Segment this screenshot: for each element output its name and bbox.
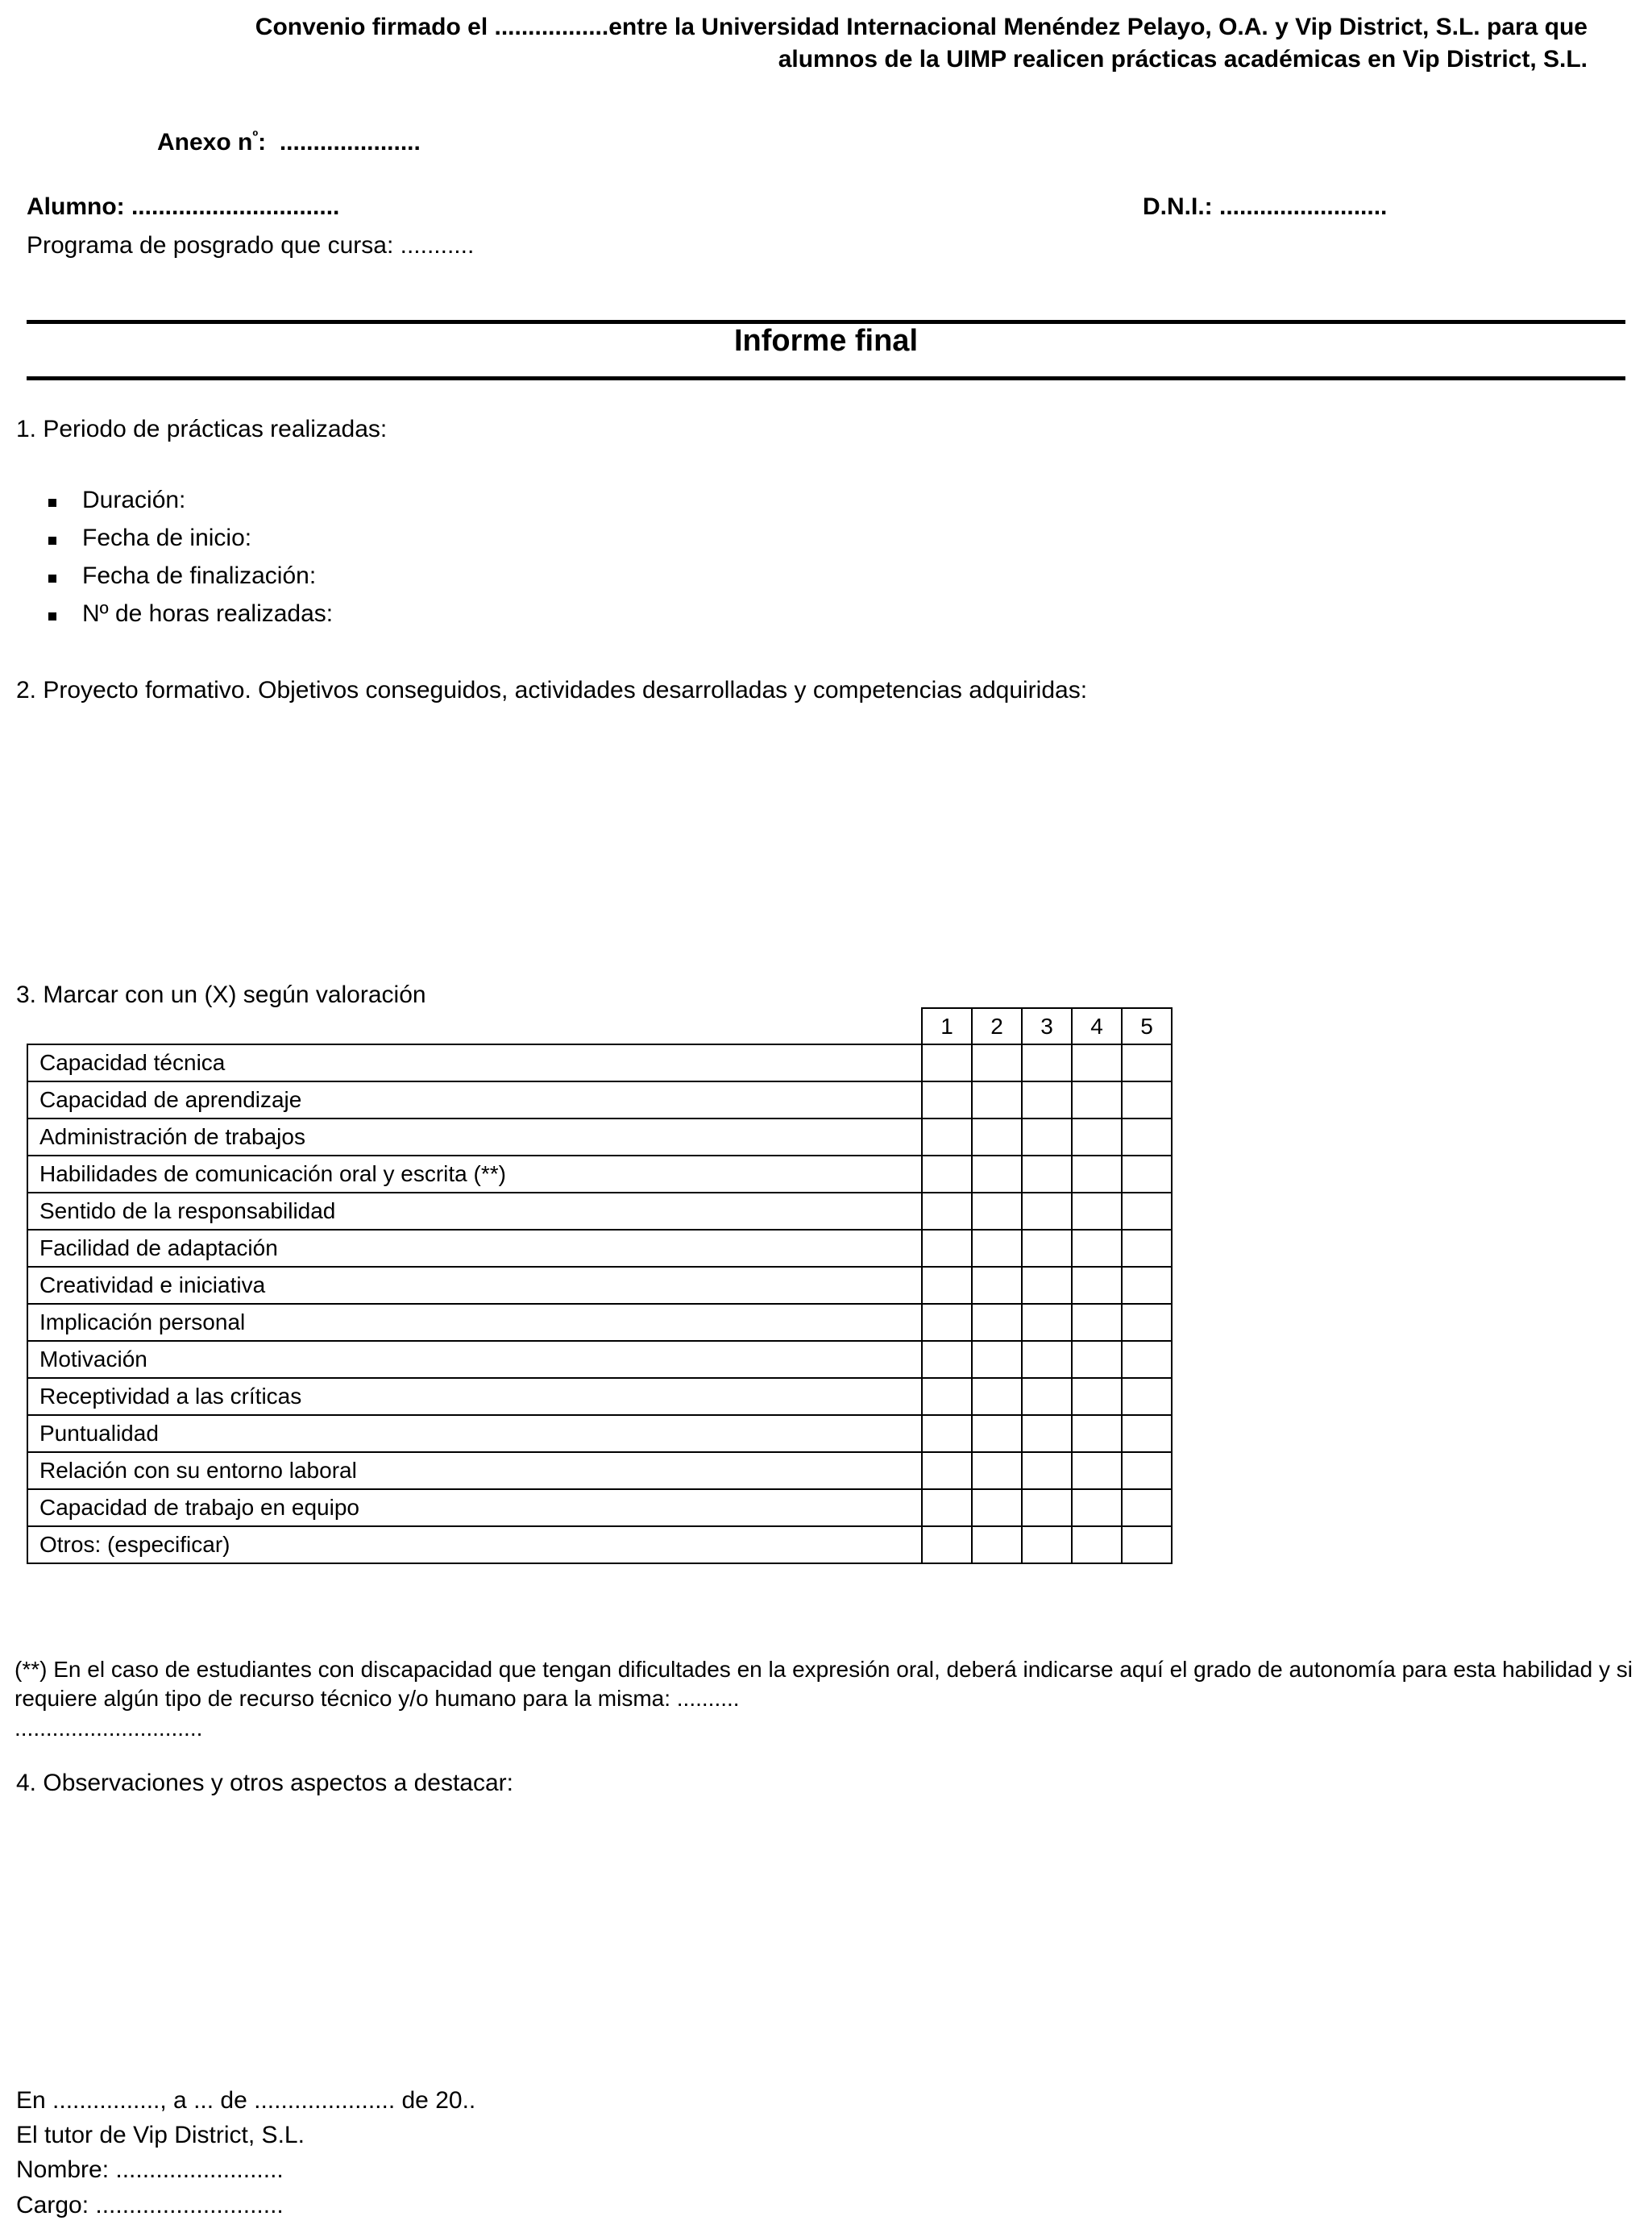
rating-cell-3[interactable] bbox=[1022, 1341, 1072, 1378]
rating-cell-3[interactable] bbox=[1022, 1230, 1072, 1267]
column-header-4: 4 bbox=[1072, 1008, 1122, 1044]
rating-cell-1[interactable] bbox=[922, 1526, 972, 1563]
criterion-label: Creatividad e iniciativa bbox=[27, 1267, 922, 1304]
rating-cell-1[interactable] bbox=[922, 1415, 972, 1452]
rating-cell-4[interactable] bbox=[1072, 1193, 1122, 1230]
rating-cell-1[interactable] bbox=[922, 1304, 972, 1341]
criterion-label: Implicación personal bbox=[27, 1304, 922, 1341]
rating-cell-4[interactable] bbox=[1072, 1526, 1122, 1563]
table-row bbox=[27, 1230, 1172, 1267]
rating-cell-1[interactable] bbox=[922, 1489, 972, 1526]
rating-cell-5[interactable] bbox=[1122, 1489, 1172, 1526]
rating-cell-5[interactable] bbox=[1122, 1081, 1172, 1118]
rating-cell-4[interactable] bbox=[1072, 1230, 1122, 1267]
rating-cell-3[interactable] bbox=[1022, 1267, 1072, 1304]
list-item-label: Fecha de inicio: bbox=[82, 525, 252, 551]
rating-cell-4[interactable] bbox=[1072, 1081, 1122, 1118]
column-header-1: 1 bbox=[922, 1008, 972, 1044]
criterion-label: Capacidad de aprendizaje bbox=[27, 1081, 922, 1118]
period-bullet-list bbox=[48, 488, 333, 640]
title-rule-bottom bbox=[27, 376, 1625, 380]
table-row bbox=[27, 1452, 1172, 1489]
signature-block bbox=[16, 2083, 475, 2222]
anexo-field bbox=[157, 129, 421, 156]
table-row bbox=[27, 1341, 1172, 1378]
rating-cell-4[interactable] bbox=[1072, 1156, 1122, 1193]
square-bullet-icon bbox=[48, 575, 56, 583]
rating-cell-3[interactable] bbox=[1022, 1304, 1072, 1341]
list-item bbox=[48, 602, 333, 640]
rating-cell-2[interactable] bbox=[972, 1044, 1022, 1081]
footnote-line-1: (**) En el caso de estudiantes con discapacidad que tengan dificultades en la expresión oral, deberá indicarse aquí el grado de bbox=[15, 1657, 1283, 1682]
rating-cell-4[interactable] bbox=[1072, 1341, 1122, 1378]
rating-table-body bbox=[27, 1044, 1172, 1563]
section-4-heading: 4. Observaciones y otros aspectos a destacar: bbox=[16, 1770, 513, 1796]
rating-cell-3[interactable] bbox=[1022, 1156, 1072, 1193]
rating-cell-1[interactable] bbox=[922, 1452, 972, 1489]
cargo-line: Cargo: ............................ bbox=[16, 2191, 284, 2218]
table-row bbox=[27, 1378, 1172, 1415]
anexo-value: : ..................... bbox=[258, 129, 421, 156]
rating-cell-1[interactable] bbox=[922, 1156, 972, 1193]
column-header-5: 5 bbox=[1122, 1008, 1172, 1044]
rating-cell-3[interactable] bbox=[1022, 1044, 1072, 1081]
table-header-row bbox=[27, 1008, 1172, 1044]
list-item bbox=[48, 564, 333, 602]
table-row bbox=[27, 1193, 1172, 1230]
table-corner-cell bbox=[27, 1008, 922, 1044]
criterion-label: Capacidad de trabajo en equipo bbox=[27, 1489, 922, 1526]
list-item-label: Duración: bbox=[82, 487, 186, 513]
rating-cell-2[interactable] bbox=[972, 1156, 1022, 1193]
criterion-label: Receptividad a las críticas bbox=[27, 1378, 922, 1415]
section-1-heading: 1. Periodo de prácticas realizadas: bbox=[16, 416, 388, 442]
rating-cell-2[interactable] bbox=[972, 1304, 1022, 1341]
table-row bbox=[27, 1118, 1172, 1156]
rating-cell-1[interactable] bbox=[922, 1378, 972, 1415]
rating-cell-3[interactable] bbox=[1022, 1452, 1072, 1489]
rating-cell-1[interactable] bbox=[922, 1081, 972, 1118]
section-2-heading: 2. Proyecto formativo. Objetivos conseguidos, actividades desarrolladas y competencias adquiridas: bbox=[16, 677, 1088, 703]
square-bullet-icon bbox=[48, 612, 56, 620]
rating-cell-5[interactable] bbox=[1122, 1415, 1172, 1452]
rating-cell-1[interactable] bbox=[922, 1230, 972, 1267]
criterion-label: Facilidad de adaptación bbox=[27, 1230, 922, 1267]
rating-cell-4[interactable] bbox=[1072, 1267, 1122, 1304]
rating-cell-3[interactable] bbox=[1022, 1489, 1072, 1526]
rating-cell-4[interactable] bbox=[1072, 1415, 1122, 1452]
rating-cell-2[interactable] bbox=[972, 1526, 1022, 1563]
rating-cell-2[interactable] bbox=[972, 1081, 1022, 1118]
rating-cell-1[interactable] bbox=[922, 1044, 972, 1081]
programa-posgrado-field: Programa de posgrado que cursa: ........... bbox=[27, 232, 475, 259]
table-row bbox=[27, 1156, 1172, 1193]
rating-cell-2[interactable] bbox=[972, 1193, 1022, 1230]
rating-cell-5[interactable] bbox=[1122, 1452, 1172, 1489]
dni-field: D.N.I.: ......................... bbox=[1143, 193, 1388, 220]
column-header-3: 3 bbox=[1022, 1008, 1072, 1044]
anexo-label: Anexo n bbox=[157, 129, 253, 156]
rating-cell-2[interactable] bbox=[972, 1378, 1022, 1415]
footnote-line-3: .............................. bbox=[15, 1715, 203, 1741]
rating-cell-2[interactable] bbox=[972, 1230, 1022, 1267]
list-item-label: Nº de horas realizadas: bbox=[82, 600, 334, 627]
section-3-heading: 3. Marcar con un (X) según valoración bbox=[16, 982, 426, 1008]
criterion-label: Sentido de la responsabilidad bbox=[27, 1193, 922, 1230]
rating-cell-4[interactable] bbox=[1072, 1118, 1122, 1156]
rating-cell-4[interactable] bbox=[1072, 1044, 1122, 1081]
table-row bbox=[27, 1489, 1172, 1526]
footnote-line-2: autonomía para esta habilidad y si requiere algún tipo de recurso técnico y/o humano para la misma: .......... bbox=[15, 1657, 1633, 1712]
rating-cell-1[interactable] bbox=[922, 1341, 972, 1378]
footnote-text bbox=[15, 1655, 1634, 1743]
criterion-label: Relación con su entorno laboral bbox=[27, 1452, 922, 1489]
rating-table bbox=[27, 1007, 1173, 1564]
list-item bbox=[48, 488, 333, 526]
rating-cell-5[interactable] bbox=[1122, 1304, 1172, 1341]
rating-cell-5[interactable] bbox=[1122, 1526, 1172, 1563]
rating-cell-3[interactable] bbox=[1022, 1081, 1072, 1118]
criterion-label: Motivación bbox=[27, 1341, 922, 1378]
rating-cell-3[interactable] bbox=[1022, 1415, 1072, 1452]
list-item bbox=[48, 526, 333, 564]
header-line-2: alumnos de la UIMP realicen prácticas académicas en Vip District, S.L. bbox=[778, 46, 1588, 73]
rating-cell-5[interactable] bbox=[1122, 1267, 1172, 1304]
criterion-label: Puntualidad bbox=[27, 1415, 922, 1452]
column-header-2: 2 bbox=[972, 1008, 1022, 1044]
rating-cell-2[interactable] bbox=[972, 1267, 1022, 1304]
rating-cell-1[interactable] bbox=[922, 1267, 972, 1304]
criterion-label: Habilidades de comunicación oral y escrita (**) bbox=[27, 1156, 922, 1193]
anexo-ordinal-icon: º bbox=[252, 127, 259, 144]
list-item-label: Fecha de finalización: bbox=[82, 562, 317, 589]
rating-table-container bbox=[27, 1007, 1171, 1564]
table-row bbox=[27, 1415, 1172, 1452]
criterion-label: Otros: (especificar) bbox=[27, 1526, 922, 1563]
rating-cell-5[interactable] bbox=[1122, 1193, 1172, 1230]
rating-cell-5[interactable] bbox=[1122, 1230, 1172, 1267]
document-header bbox=[87, 11, 1588, 76]
table-row bbox=[27, 1044, 1172, 1081]
rating-cell-5[interactable] bbox=[1122, 1044, 1172, 1081]
table-row bbox=[27, 1081, 1172, 1118]
rating-cell-1[interactable] bbox=[922, 1118, 972, 1156]
table-row bbox=[27, 1526, 1172, 1563]
rating-cell-3[interactable] bbox=[1022, 1193, 1072, 1230]
page-title: Informe final bbox=[733, 324, 919, 358]
square-bullet-icon bbox=[48, 499, 56, 507]
table-row bbox=[27, 1267, 1172, 1304]
rating-cell-5[interactable] bbox=[1122, 1118, 1172, 1156]
rating-cell-4[interactable] bbox=[1072, 1489, 1122, 1526]
rating-cell-4[interactable] bbox=[1072, 1378, 1122, 1415]
rating-cell-2[interactable] bbox=[972, 1118, 1022, 1156]
rating-cell-1[interactable] bbox=[922, 1193, 972, 1230]
rating-cell-3[interactable] bbox=[1022, 1526, 1072, 1563]
rating-cell-2[interactable] bbox=[972, 1415, 1022, 1452]
nombre-line: Nombre: ......................... bbox=[16, 2156, 284, 2184]
rating-cell-2[interactable] bbox=[972, 1489, 1022, 1526]
rating-cell-5[interactable] bbox=[1122, 1156, 1172, 1193]
tutor-line: El tutor de Vip District, S.L. bbox=[16, 2122, 305, 2149]
rating-cell-4[interactable] bbox=[1072, 1452, 1122, 1489]
rating-cell-5[interactable] bbox=[1122, 1341, 1172, 1378]
criterion-label: Capacidad técnica bbox=[27, 1044, 922, 1081]
criterion-label: Administración de trabajos bbox=[27, 1118, 922, 1156]
alumno-field: Alumno: ............................... bbox=[27, 193, 340, 220]
header-line-1: Convenio firmado el .................entre la Universidad Internacional Menéndez Pelayo, O.A. y Vip District, S.L. para que bbox=[255, 14, 1588, 40]
rating-cell-3[interactable] bbox=[1022, 1118, 1072, 1156]
rating-cell-2[interactable] bbox=[972, 1341, 1022, 1378]
table-row bbox=[27, 1304, 1172, 1341]
rating-cell-3[interactable] bbox=[1022, 1378, 1072, 1415]
rating-cell-2[interactable] bbox=[972, 1452, 1022, 1489]
rating-cell-4[interactable] bbox=[1072, 1304, 1122, 1341]
rating-cell-5[interactable] bbox=[1122, 1378, 1172, 1415]
place-date-line: En ................, a ... de ..................... de 20.. bbox=[16, 2087, 476, 2114]
square-bullet-icon bbox=[48, 537, 56, 545]
